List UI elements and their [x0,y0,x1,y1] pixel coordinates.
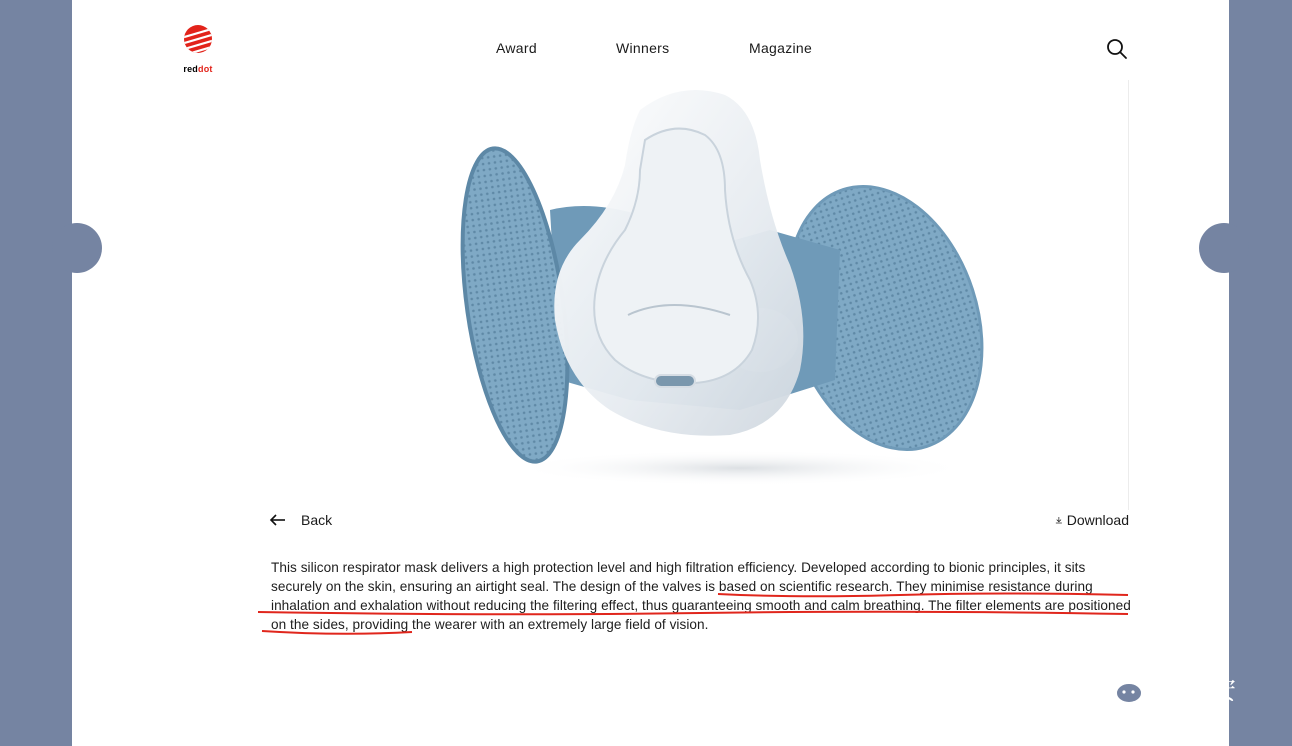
reddot-logo[interactable] [180,24,216,76]
nav-winners[interactable]: Winners [616,40,670,56]
search-button[interactable] [1106,38,1128,60]
left-notch [52,223,102,273]
download-label: Download [1066,512,1129,528]
logo-wordmark [180,64,216,74]
watermark-text: 宝顺安 [1154,674,1239,705]
right-notch [1199,223,1249,273]
logo-text-main: red [183,64,198,74]
product-image [440,80,1000,500]
wechat-icon [1094,668,1146,708]
search-icon [1106,38,1128,60]
back-link[interactable] [269,510,332,530]
download-link[interactable] [1055,510,1129,530]
arrow-left-icon [269,513,287,527]
product-description: This silicon respirator mask delivers a high protection level and high filtration efficiency. Developed according to bionic principles, it sits securely on the skin, ensuring an airtight seal. The design of the valves is based on scientific research. They minimise resistance during inhalation and exhalation without reducing the filtering effect, thus guaranteeing smooth and calm breathing. The filter elements are positioned on the sides, providing the wearer with an extremely large field of vision. [271,560,1131,632]
download-icon [1055,511,1063,529]
back-label: Back [301,512,333,528]
reddot-logo-icon [181,24,215,54]
nav-award[interactable]: Award [496,40,537,56]
wechat-watermark [1094,668,1238,708]
content-divider [1128,80,1129,510]
logo-text-accent: dot [198,64,213,74]
nav-magazine[interactable]: Magazine [749,40,813,56]
